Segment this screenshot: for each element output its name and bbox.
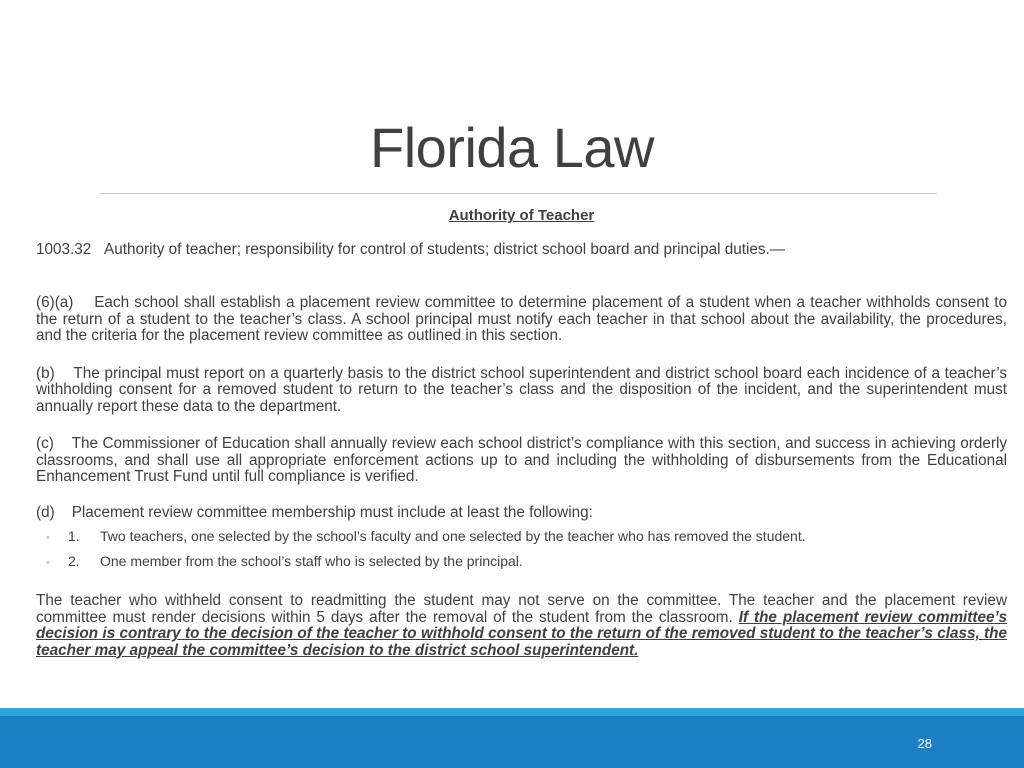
list-item <box>36 525 1007 550</box>
statute-heading: 1003.32 Authority of teacher; responsibility for control of students; district school board and principal duties.— <box>36 240 786 258</box>
list-item-number: 2. <box>68 553 80 569</box>
paragraph-a: (6)(a) Each school shall establish a placement review committee to determine placement of a student when a teacher withholds consent to the return of a student to the teacher’s class. A school principal must notify each teacher in that school about the availability, the procedures, and the criteria for the placement review committee as outlined in this section. <box>36 294 1007 344</box>
paragraph-c: (c) The Commissioner of Education shall annually review each school district’s compliance with this section, and success in achieving orderly classrooms, and shall use all appropriate enforcement actions up to and including the withholding of disbursements from the Educational Enhancement Trust Fund until full compliance is verified. <box>36 435 1007 485</box>
list-item-number: 1. <box>68 528 80 544</box>
closing-paragraph <box>36 593 1007 659</box>
circle-bullet-icon: ◦ <box>46 557 50 569</box>
closing-text: The teacher who withheld consent to readmitting the student may not serve on the committee. The teacher and the placement review committee must render decisions within 5 days after the removal of the student from the classroom. <box>36 592 1007 626</box>
footer-bar <box>0 716 1024 768</box>
paragraph-d: (d) Placement review committee membership must include at least the following: <box>36 503 593 521</box>
committee-members-list <box>36 525 1007 575</box>
section-subtitle: Authority of Teacher <box>448 207 595 224</box>
list-item <box>36 550 1007 575</box>
title-divider <box>100 193 937 194</box>
slide-title: Florida Law <box>370 116 654 179</box>
page-number: 28 <box>917 736 932 751</box>
slide-body <box>36 208 1007 659</box>
footer-accent-stripe <box>0 708 1024 716</box>
list-item-text: Two teachers, one selected by the school’s faculty and one selected by the teacher who has removed the student. <box>100 528 806 544</box>
paragraph-b: (b) The principal must report on a quarterly basis to the district school superintendent and district school board each incidence of a teacher’s withholding consent for a removed student to return to the teacher’s class and the disposition of the incident, and the superintendent must annually report these data to the department. <box>36 364 1007 415</box>
closing-emphasis: If the placement review committee’s decision is contrary to the decision of the teacher to withhold consent to the return of the removed student to the teacher’s class, the teacher may appeal the committee’s decision to the district school superintendent. <box>36 608 1007 659</box>
circle-bullet-icon: ◦ <box>46 532 50 544</box>
list-item-text: One member from the school’s staff who is selected by the principal. <box>100 553 523 569</box>
